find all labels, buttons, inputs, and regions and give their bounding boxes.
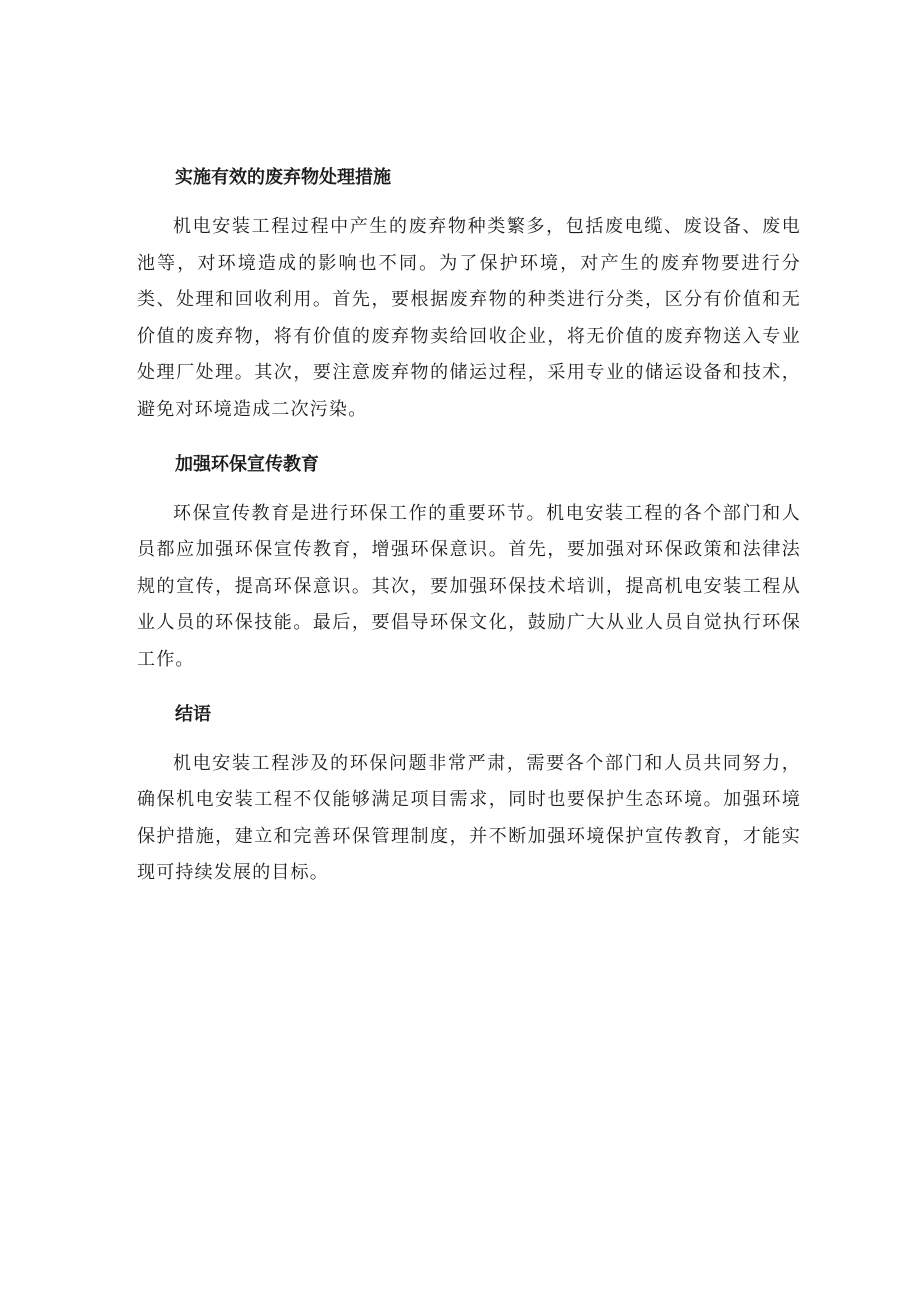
section-body-waste-treatment: 机电安装工程过程中产生的废弃物种类繁多，包括废电缆、废设备、废电池等，对环境造成的影响也不同。为了保护环境，对产生的废弃物要进行分类、处理和回收利用。首先，要根据废弃物的种类进行分类，区分有价值和无价值的废弃物，将有价值的废弃物卖给回收企业，将无价值的废弃物送入专业处理厂处理。其次，要注意废弃物的储运过程，采用专业的储运设备和技术，避免对环境造成二次污染。 [137,216,801,420]
section-heading-waste-treatment: 实施有效的废弃物处理措施 [175,167,391,188]
section-heading-environmental-education: 加强环保宣传教育 [175,453,319,475]
section-body-conclusion: 机电安装工程涉及的环保问题非常严肃，需要各个部门和人员共同努力，确保机电安装工程不仅能够满足项目需求，同时也要保护生态环境。加强环境保护措施，建立和完善环保管理制度，并不断加强环境保护宣传教育，才能实现可持续发展的目标。 [137,752,801,884]
document-content [137,158,801,908]
section-body-environmental-education: 环保宣传教育是进行环保工作的重要环节。机电安装工程的各个部门和人员都应加强环保宣传教育，增强环保意识。首先，要加强对环保政策和法律法规的宣传，提高环保意识。其次，要加强环保技术培训，提高机电安装工程从业人员的环保技能。最后，要倡导环保文化，鼓励广大从业人员自觉执行环保工作。 [137,502,801,670]
section-heading-conclusion: 结语 [175,703,211,725]
